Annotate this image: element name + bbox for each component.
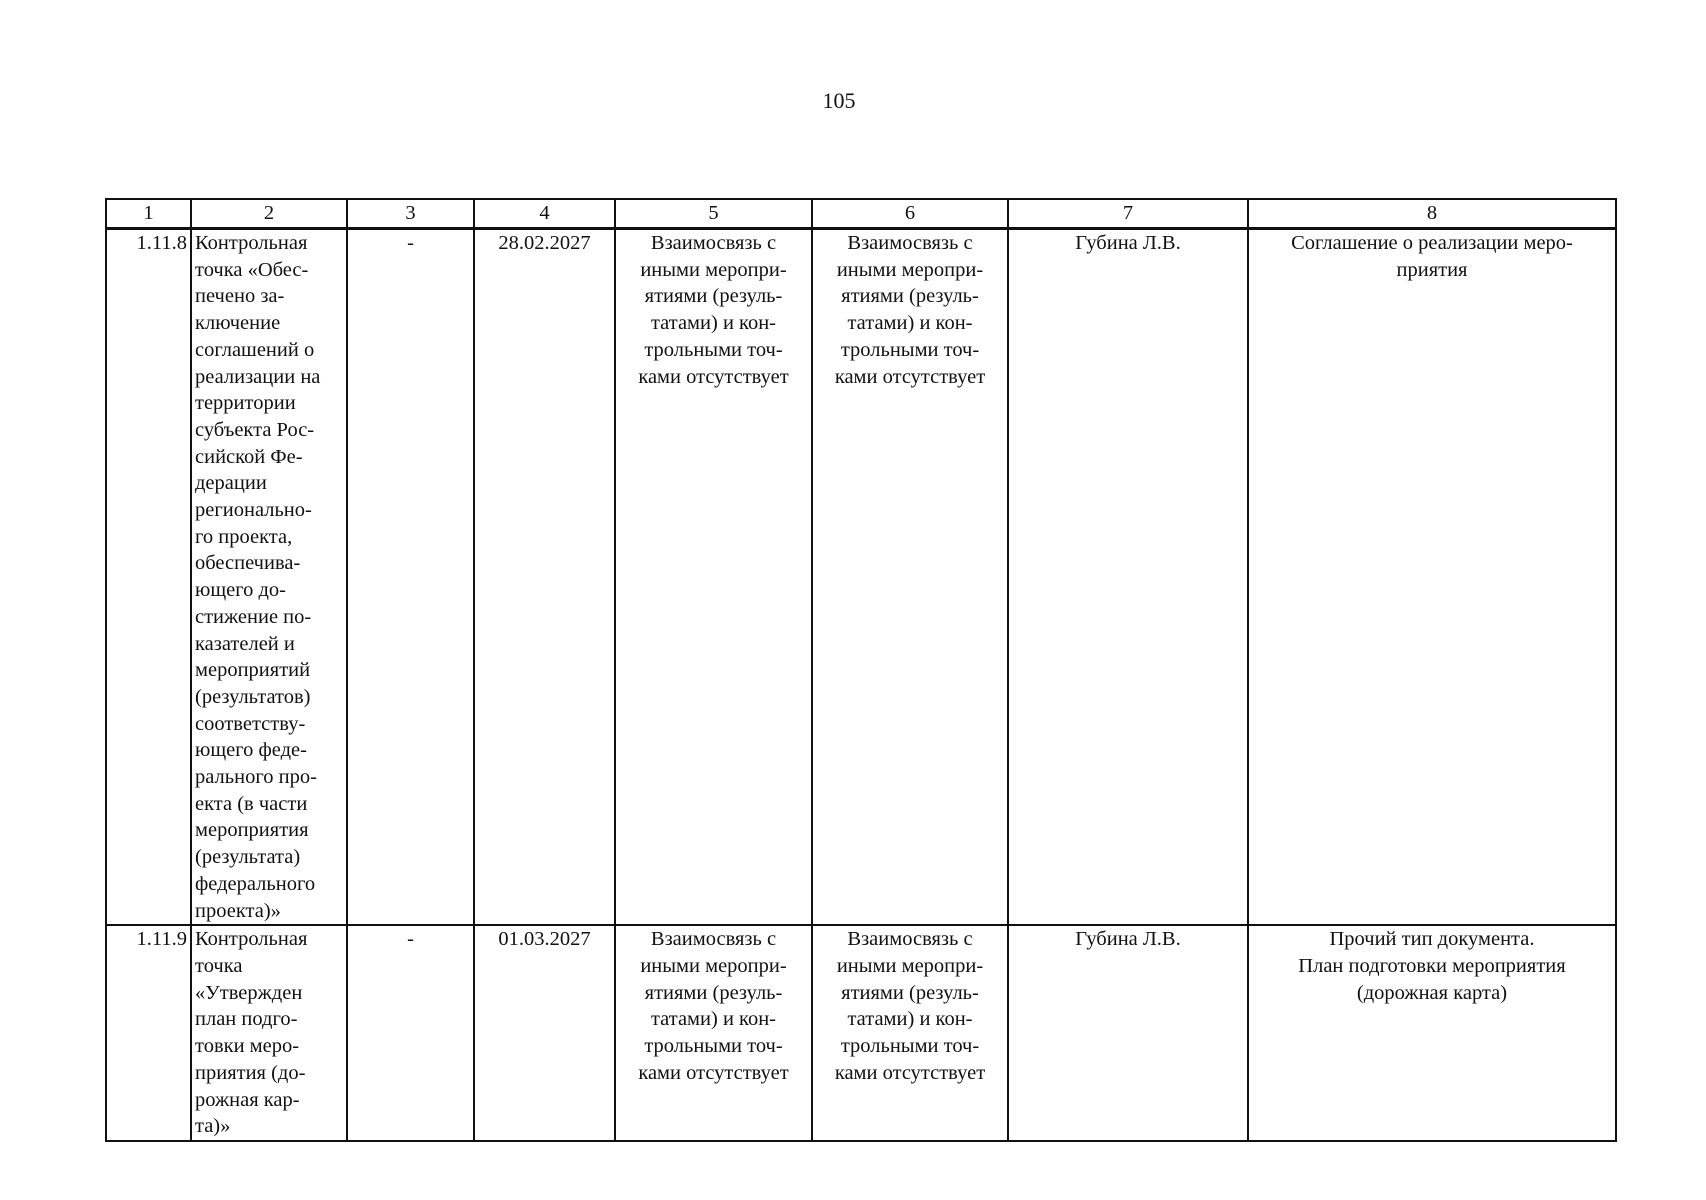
responsible-person: Губина Л.В.: [1008, 925, 1248, 1141]
column-number-header-row: [106, 199, 1616, 229]
page-number: 105: [822, 88, 856, 113]
column-header-7: 7: [1008, 199, 1248, 229]
relation-text-col5: Взаимосвязь с иными меропри- ятиями (резуль- татами) и кон- трольными точ- ками отсутствует: [615, 229, 812, 926]
deadline-date: 01.03.2027: [474, 925, 615, 1141]
column-header-1: 1: [106, 199, 191, 229]
column-3-value: -: [347, 925, 474, 1141]
document-type: Прочий тип документа. План подготовки мероприятия (дорожная карта): [1248, 925, 1616, 1141]
column-header-8: 8: [1248, 199, 1616, 229]
relation-text-col6: Взаимосвязь с иными меропри- ятиями (резуль- татами) и кон- трольными точ- ками отсутствует: [812, 229, 1008, 926]
column-header-6: 6: [812, 199, 1008, 229]
table-row: [106, 229, 1616, 926]
responsible-person: Губина Л.В.: [1008, 229, 1248, 926]
row-number: 1.11.8: [106, 229, 191, 926]
row-number: 1.11.9: [106, 925, 191, 1141]
column-header-4: 4: [474, 199, 615, 229]
control-point-title: Контрольная точка «Утвержден план подго- товки меро- приятия (до- рожная кар- та)»: [191, 925, 347, 1141]
control-point-title: Контрольная точка «Обес- печено за- ключение соглашений о реализации на территории субъекта Рос- сийской Фе- дерации регионально- го проекта, обеспечива- ющего до- стижение по- казателей и мероприятий (результатов) соответству- ющего феде- рального про- екта (в части мероприятия (результата) федерального проекта)»: [191, 229, 347, 926]
column-header-3: 3: [347, 199, 474, 229]
deadline-date: 28.02.2027: [474, 229, 615, 926]
relation-text-col6: Взаимосвязь с иными меропри- ятиями (резуль- татами) и кон- трольными точ- ками отсутствует: [812, 925, 1008, 1141]
column-header-2: 2: [191, 199, 347, 229]
column-header-5: 5: [615, 199, 812, 229]
column-3-value: -: [347, 229, 474, 926]
document-type: Соглашение о реализации меро- приятия: [1248, 229, 1616, 926]
control-points-table: [105, 198, 1617, 1142]
table-row: [106, 925, 1616, 1141]
relation-text-col5: Взаимосвязь с иными меропри- ятиями (резуль- татами) и кон- трольными точ- ками отсутствует: [615, 925, 812, 1141]
